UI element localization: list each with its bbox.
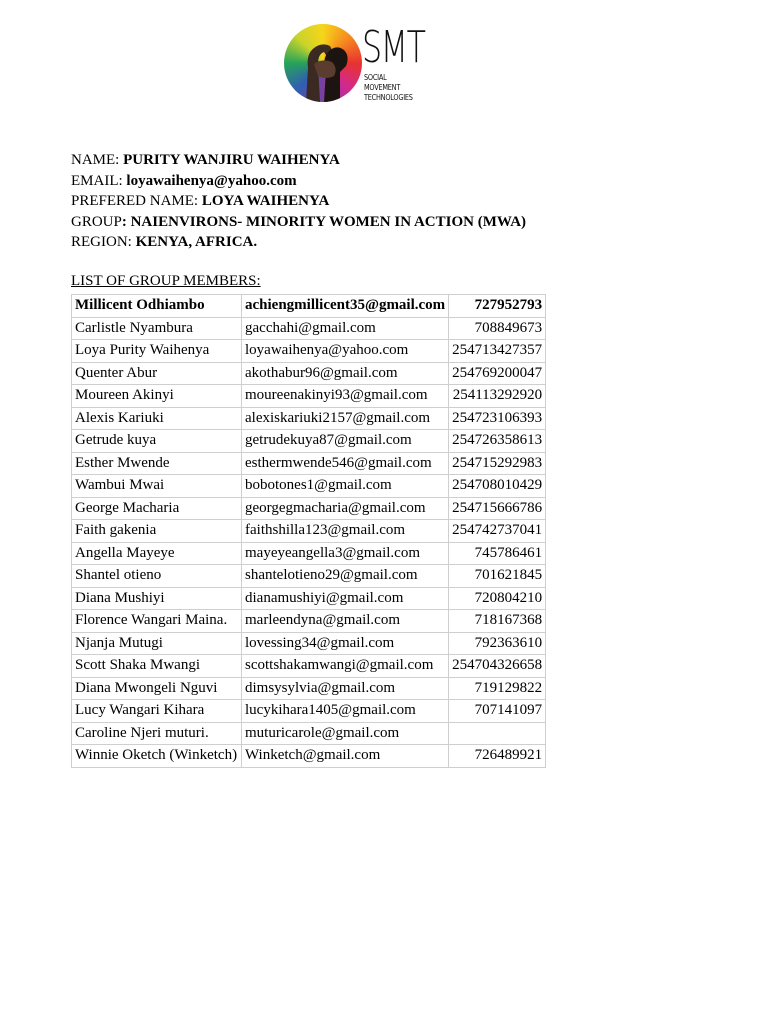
member-phone: [449, 722, 546, 745]
member-email: getrudekuya87@gmail.com: [242, 430, 449, 453]
table-row: [72, 587, 546, 610]
member-email: muturicarole@gmail.com: [242, 722, 449, 745]
member-phone: 254769200047: [449, 362, 546, 385]
table-row: [72, 677, 546, 700]
preferred-name-line: [71, 191, 526, 212]
member-email: esthermwende546@gmail.com: [242, 452, 449, 475]
logo-acronym: SMT: [362, 22, 425, 73]
member-name: Faith gakenia: [72, 520, 242, 543]
member-email: shantelotieno29@gmail.com: [242, 565, 449, 588]
profile-info: [71, 150, 526, 253]
member-phone: 254708010429: [449, 475, 546, 498]
member-phone: 726489921: [449, 745, 546, 768]
member-email: marleendyna@gmail.com: [242, 610, 449, 633]
table-row: [72, 655, 546, 678]
member-name: Angella Mayeye: [72, 542, 242, 565]
member-email: achiengmillicent35@gmail.com: [242, 295, 449, 318]
region-line: [71, 232, 526, 253]
member-email: gacchahi@gmail.com: [242, 317, 449, 340]
member-phone: 792363610: [449, 632, 546, 655]
table-row: [72, 565, 546, 588]
member-phone: 718167368: [449, 610, 546, 633]
table-row: [72, 632, 546, 655]
member-name: Diana Mushiyi: [72, 587, 242, 610]
table-row: [72, 295, 546, 318]
member-email: lovessing34@gmail.com: [242, 632, 449, 655]
member-phone: 745786461: [449, 542, 546, 565]
region-value: KENYA, AFRICA.: [135, 234, 258, 250]
member-phone: 727952793: [449, 295, 546, 318]
table-row: [72, 722, 546, 745]
table-row: [72, 475, 546, 498]
member-phone: 254704326658: [449, 655, 546, 678]
name-label: NAME:: [71, 152, 120, 168]
member-name: Diana Mwongeli Nguvi: [72, 677, 242, 700]
preferred-name-label: PREFERED NAME:: [71, 193, 199, 209]
member-phone: 720804210: [449, 587, 546, 610]
member-email: mayeyeangella3@gmail.com: [242, 542, 449, 565]
table-row: [72, 430, 546, 453]
raised-fists-icon: [284, 24, 362, 102]
member-phone: 254715292983: [449, 452, 546, 475]
member-email: akothabur96@gmail.com: [242, 362, 449, 385]
member-phone: 701621845: [449, 565, 546, 588]
member-name: Njanja Mutugi: [72, 632, 242, 655]
member-phone: 254715666786: [449, 497, 546, 520]
member-phone: 719129822: [449, 677, 546, 700]
member-email: georgegmacharia@gmail.com: [242, 497, 449, 520]
group-line: [71, 212, 526, 233]
member-name: Esther Mwende: [72, 452, 242, 475]
member-name: Lucy Wangari Kihara: [72, 700, 242, 723]
table-row: [72, 385, 546, 408]
members-table: [71, 294, 546, 768]
region-label: REGION:: [71, 234, 132, 250]
member-email: faithshilla123@gmail.com: [242, 520, 449, 543]
table-row: [72, 520, 546, 543]
member-phone: 254723106393: [449, 407, 546, 430]
preferred-name-value: LOYA WAIHENYA: [201, 193, 330, 209]
email-value: loyawaihenya@yahoo.com: [126, 172, 297, 189]
table-row: [72, 317, 546, 340]
member-name: Moureen Akinyi: [72, 385, 242, 408]
table-row: [72, 452, 546, 475]
member-phone: 254742737041: [449, 520, 546, 543]
member-phone: 254113292920: [449, 385, 546, 408]
email-line: [71, 171, 526, 192]
member-email: moureenakinyi93@gmail.com: [242, 385, 449, 408]
table-row: [72, 745, 546, 768]
member-name: Loya Purity Waihenya: [72, 340, 242, 363]
table-row: [72, 610, 546, 633]
member-phone: 708849673: [449, 317, 546, 340]
email-label: EMAIL:: [71, 172, 123, 189]
table-row: [72, 340, 546, 363]
member-phone: 254713427357: [449, 340, 546, 363]
group-label: GROUP: [71, 213, 122, 230]
member-name: Millicent Odhiambo: [72, 295, 242, 318]
table-row: [72, 362, 546, 385]
smt-logo: [278, 20, 428, 112]
table-row: [72, 700, 546, 723]
member-email: dimsysylvia@gmail.com: [242, 677, 449, 700]
logo-subtitle: SOCIAL MOVEMENT TECHNOLOGIES: [364, 73, 413, 102]
member-email: scottshakamwangi@gmail.com: [242, 655, 449, 678]
member-phone: 707141097: [449, 700, 546, 723]
member-email: bobotones1@gmail.com: [242, 475, 449, 498]
member-name: Wambui Mwai: [72, 475, 242, 498]
member-name: Getrude kuya: [72, 430, 242, 453]
members-list-title: LIST OF GROUP MEMBERS:: [71, 273, 261, 289]
member-name: Quenter Abur: [72, 362, 242, 385]
member-email: loyawaihenya@yahoo.com: [242, 340, 449, 363]
member-phone: 254726358613: [449, 430, 546, 453]
member-name: Caroline Njeri muturi.: [72, 722, 242, 745]
member-name: Winnie Oketch (Winketch): [72, 745, 242, 768]
name-line: [71, 150, 526, 171]
member-email: Winketch@gmail.com: [242, 745, 449, 768]
member-name: Florence Wangari Maina.: [72, 610, 242, 633]
member-name: Carlistle Nyambura: [72, 317, 242, 340]
table-row: [72, 542, 546, 565]
member-email: dianamushiyi@gmail.com: [242, 587, 449, 610]
member-name: George Macharia: [72, 497, 242, 520]
group-value: : NAIENVIRONS- MINORITY WOMEN IN ACTION (MWA): [121, 213, 527, 230]
member-name: Alexis Kariuki: [72, 407, 242, 430]
table-row: [72, 407, 546, 430]
member-email: alexiskariuki2157@gmail.com: [242, 407, 449, 430]
member-email: lucykihara1405@gmail.com: [242, 700, 449, 723]
name-value: PURITY WANJIRU WAIHENYA: [123, 152, 340, 168]
table-row: [72, 497, 546, 520]
member-name: Shantel otieno: [72, 565, 242, 588]
member-name: Scott Shaka Mwangi: [72, 655, 242, 678]
